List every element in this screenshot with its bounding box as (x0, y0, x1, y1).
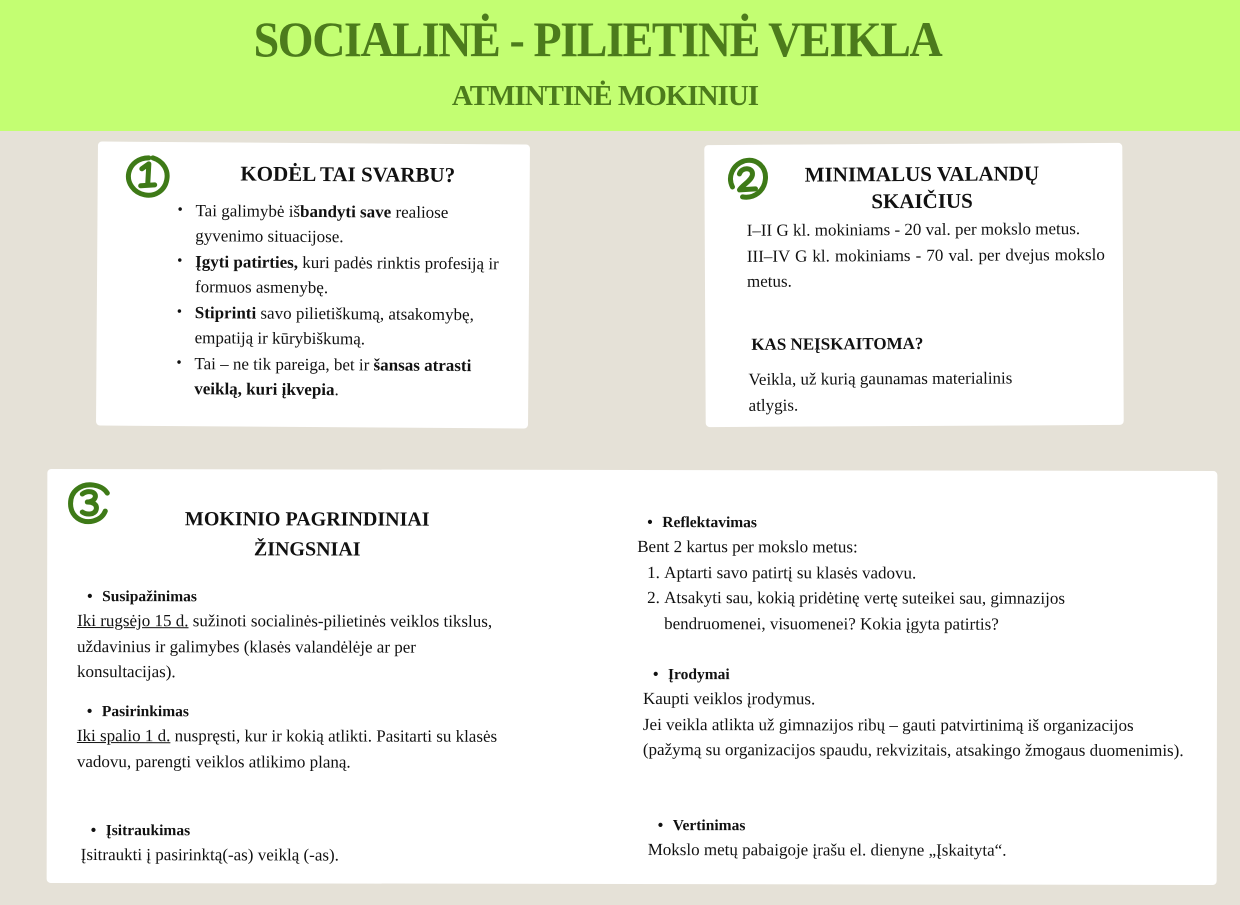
circled-number-3-icon (65, 479, 113, 527)
deadline: Iki rugsėjo 15 d. (77, 611, 189, 631)
step-irodymai (643, 664, 1193, 763)
step-pasirinkimas (77, 701, 507, 775)
step-title: • Reflektavimas (637, 512, 1157, 535)
step-title: • Vertinimas (648, 815, 1198, 838)
step-title: • Pasirinkimas (77, 701, 507, 724)
card-minimum-hours (704, 143, 1123, 427)
step-vertinimas (648, 815, 1198, 863)
page-subtitle: ATMINTINĖ MOKINIUI (451, 80, 759, 112)
deadline: Iki spalio 1 d. (76, 726, 171, 746)
hours-grade-1-2: I–II G kl. mokiniams - 20 val. per mokslo metus. (746, 219, 1081, 240)
step-text: Kaupti veiklos įrodymus. (642, 689, 816, 709)
step-susipazinimas (77, 586, 507, 685)
card2-heading: MINIMALUS VALANDŲ SKAIČIUS (804, 161, 1040, 214)
card1-heading: KODĖL TAI SVARBU? (240, 161, 456, 187)
step-text: Įsitraukti į pasirinktą(-as) veiklą (-as). (80, 845, 339, 865)
not-counted-heading: KAS NEĮSKAITOMA? (751, 333, 924, 354)
list-item: 1. Aptarti savo patirtį su klasės vadovu. (647, 562, 917, 582)
step-intro: Bent 2 kartus per mokslo metus: (637, 537, 858, 557)
list-item: 2. Atsakyti sau, kokią pridėtinę vertę suteikei sau, gimnazijos bendruomenei, visuomenei? Kokia įgyta patirtis? (647, 588, 1065, 634)
header-banner (0, 0, 1240, 131)
circled-number-1-icon (123, 152, 171, 200)
step-text: Jei veikla atlikta už gimnazijos ribų – gauti patvirtinimą iš organizacijos (pažymą su organizacijos spaudu, rekvizitais, atsakingo žmogaus duomenimis). (642, 714, 1184, 760)
reflection-list (637, 560, 1157, 637)
card3-heading-line1: MOKINIO PAGRINDINIAI (184, 508, 430, 531)
step-text: Iki spalio 1 d. nuspręsti, kur ir kokią atlikti. Pasitarti su klasės vadovu, parengti veiklos atlikimo planą. (76, 726, 498, 772)
list-item: • Stiprinti savo pilietiškumą, atsakomybę, empatiją ir kūrybiškumą. (173, 300, 513, 352)
step-title: • Įrodymai (643, 664, 1193, 687)
circled-number-2-icon (722, 155, 770, 203)
card3-heading-line2: ŽINGSNIAI (253, 538, 361, 561)
list-item: • Tai galimybė išbandyti save realiose gyvenimo situacijose. (173, 198, 513, 250)
list-item: • Tai – ne tik pareiga, bet ir šansas atrasti veiklą, kuri įkvepia. (172, 351, 512, 403)
card-main-steps (47, 469, 1218, 885)
card-why-important (96, 141, 530, 428)
hours-requirements (747, 216, 1105, 294)
card1-bullet-list (172, 198, 513, 404)
step-text: Iki rugsėjo 15 d. sužinoti socialinės-pilietinės veiklos tikslus, uždavinius ir galimybes (klasės valandėlėje ar per konsultacijas). (76, 611, 493, 682)
step-isitraukimas (81, 820, 511, 868)
page-title: SOCIALINĖ - PILIETINĖ VEIKLA (253, 11, 942, 67)
hours-grade-3-4: III–IV G kl. mokiniams - 70 val. per dvejus mokslo metus. (746, 244, 1105, 291)
step-title: • Įsitraukimas (81, 820, 511, 843)
list-item: • Įgyti patirties, kuri padės rinktis profesiją ir formuos asmenybę. (173, 249, 513, 301)
step-title: • Susipažinimas (77, 586, 507, 609)
not-counted-text: Veikla, už kurią gaunamas materialinis atlygis. (748, 368, 1013, 415)
step-reflektavimas (637, 512, 1157, 637)
step-text: Mokslo metų pabaigoje įrašu el. dienyne „Įskaityta“. (647, 840, 1007, 860)
